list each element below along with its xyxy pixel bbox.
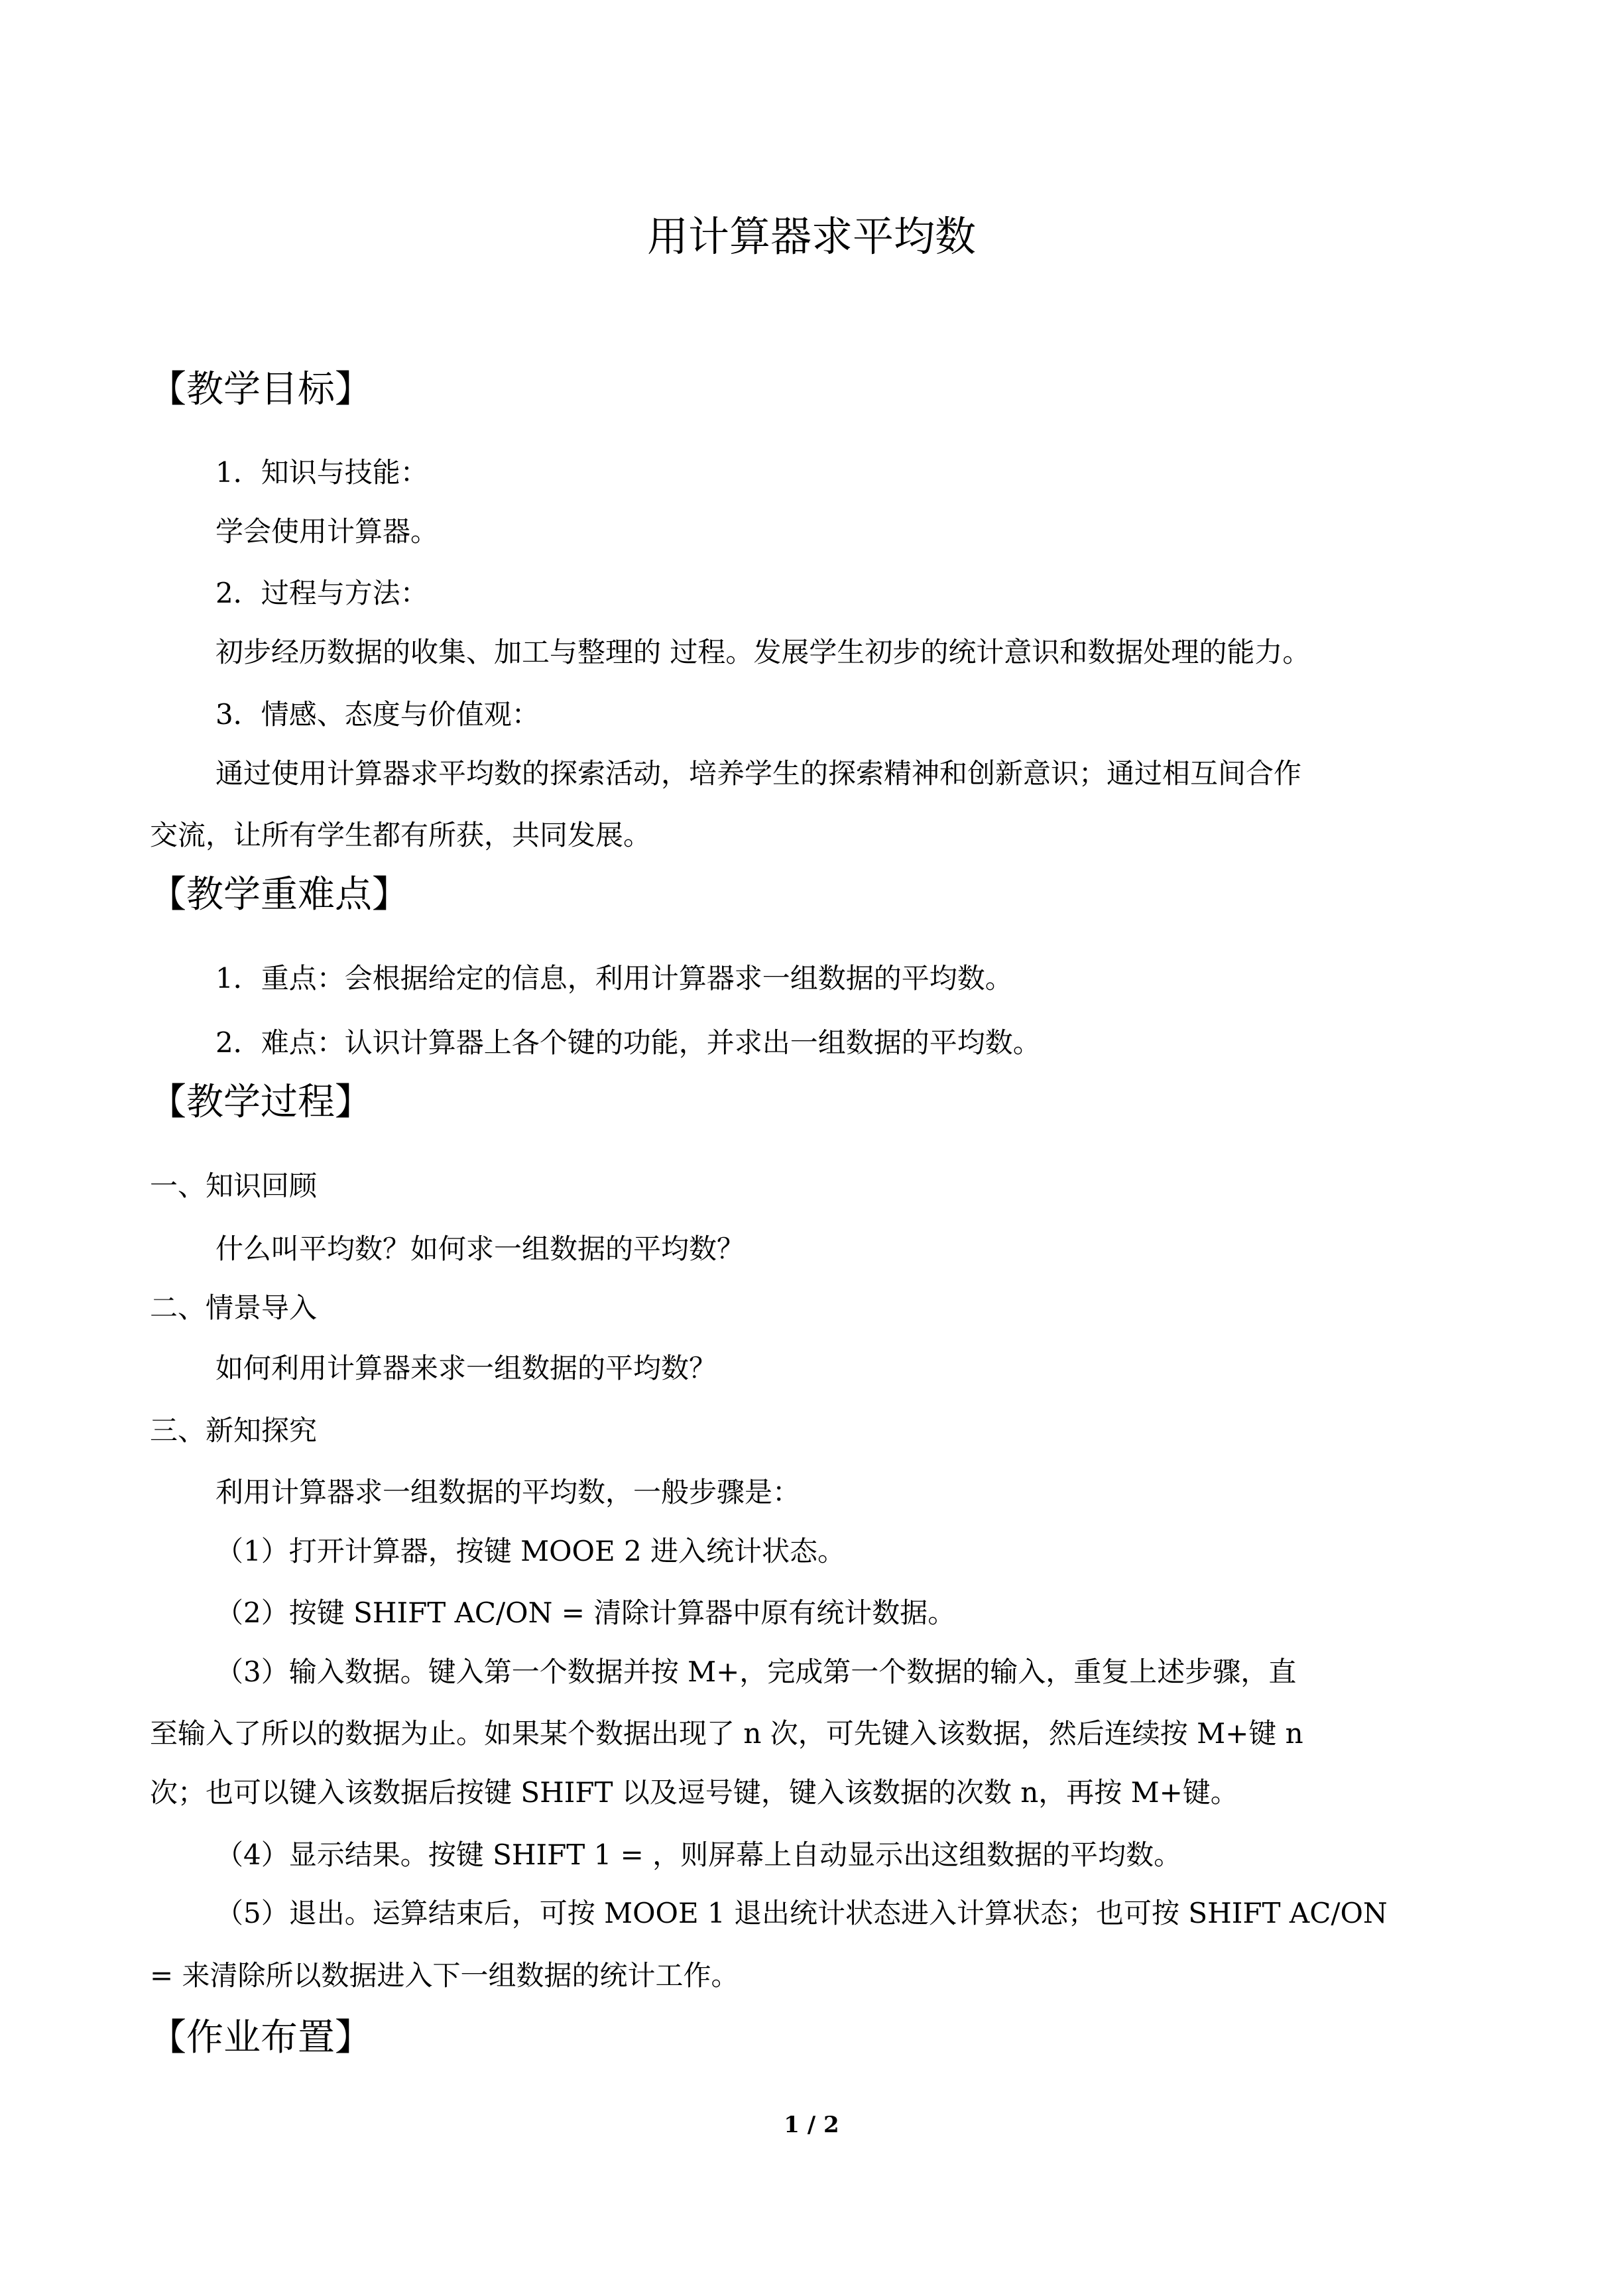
step-3-line1: （3）输入数据。键入第一个数据并按 M+，完成第一个数据的输入，重复上述步骤，直 (215, 1656, 1297, 1688)
objective-3-text-line1: 通过使用计算器求平均数的探索活动，培养学生的探索精神和创新意识；通过相互间合作 (215, 757, 1302, 790)
step-1: （1）打开计算器，按键 MOOE 2 进入统计状态。 (215, 1535, 846, 1567)
step-3-line2: 至输入了所以的数据为止。如果某个数据出现了 n 次，可先键入该数据，然后连续按 M+键 n (150, 1717, 1303, 1750)
subheading-review: 一、知识回顾 (150, 1170, 318, 1202)
key-point-1: 1．重点：会根据给定的信息，利用计算器求一组数据的平均数。 (215, 962, 1013, 995)
page-title: 用计算器求平均数 (646, 212, 976, 261)
subheading-intro: 二、情景导入 (150, 1292, 318, 1324)
section-heading-key-points: 【教学重难点】 (149, 873, 409, 916)
objective-2-label: 2．过程与方法： (215, 577, 428, 609)
page-number: 1 / 2 (784, 2112, 839, 2138)
intro-text: 如何利用计算器来求一组数据的平均数？ (215, 1352, 717, 1384)
step-5-line2: = 来清除所以数据进入下一组数据的统计工作。 (150, 1959, 739, 1992)
subheading-explore: 三、新知探究 (150, 1414, 318, 1447)
step-3-line3: 次；也可以键入该数据后按键 SHIFT 以及逗号键，键入该数据的次数 n，再按 M+键。 (150, 1776, 1238, 1809)
objective-1-text: 学会使用计算器。 (215, 515, 439, 548)
section-heading-homework: 【作业布置】 (149, 2016, 372, 2059)
key-point-2: 2．难点：认识计算器上各个键的功能，并求出一组数据的平均数。 (215, 1026, 1041, 1059)
step-4: （4）显示结果。按键 SHIFT 1 = ，则屏幕上自动显示出这组数据的平均数。 (215, 1839, 1182, 1871)
objective-1-label: 1．知识与技能： (215, 456, 428, 489)
step-2: （2）按键 SHIFT AC/ON = 清除计算器中原有统计数据。 (215, 1597, 956, 1629)
objective-3-text-line2: 交流，让所有学生都有所获，共同发展。 (150, 819, 652, 851)
explore-lead: 利用计算器求一组数据的平均数，一般步骤是： (215, 1476, 801, 1508)
section-heading-process: 【教学过程】 (149, 1081, 372, 1124)
objective-3-label: 3．情感、态度与价值观： (215, 698, 540, 731)
review-text: 什么叫平均数？如何求一组数据的平均数？ (215, 1233, 745, 1265)
step-5-line1: （5）退出。运算结束后，可按 MOOE 1 退出统计状态进入计算状态；也可按 SHIFT AC/ON (215, 1897, 1388, 1929)
objective-2-text: 初步经历数据的收集、加工与整理的 过程。发展学生初步的统计意识和数据处理的能力。 (215, 636, 1311, 668)
section-heading-objectives: 【教学目标】 (149, 368, 372, 411)
